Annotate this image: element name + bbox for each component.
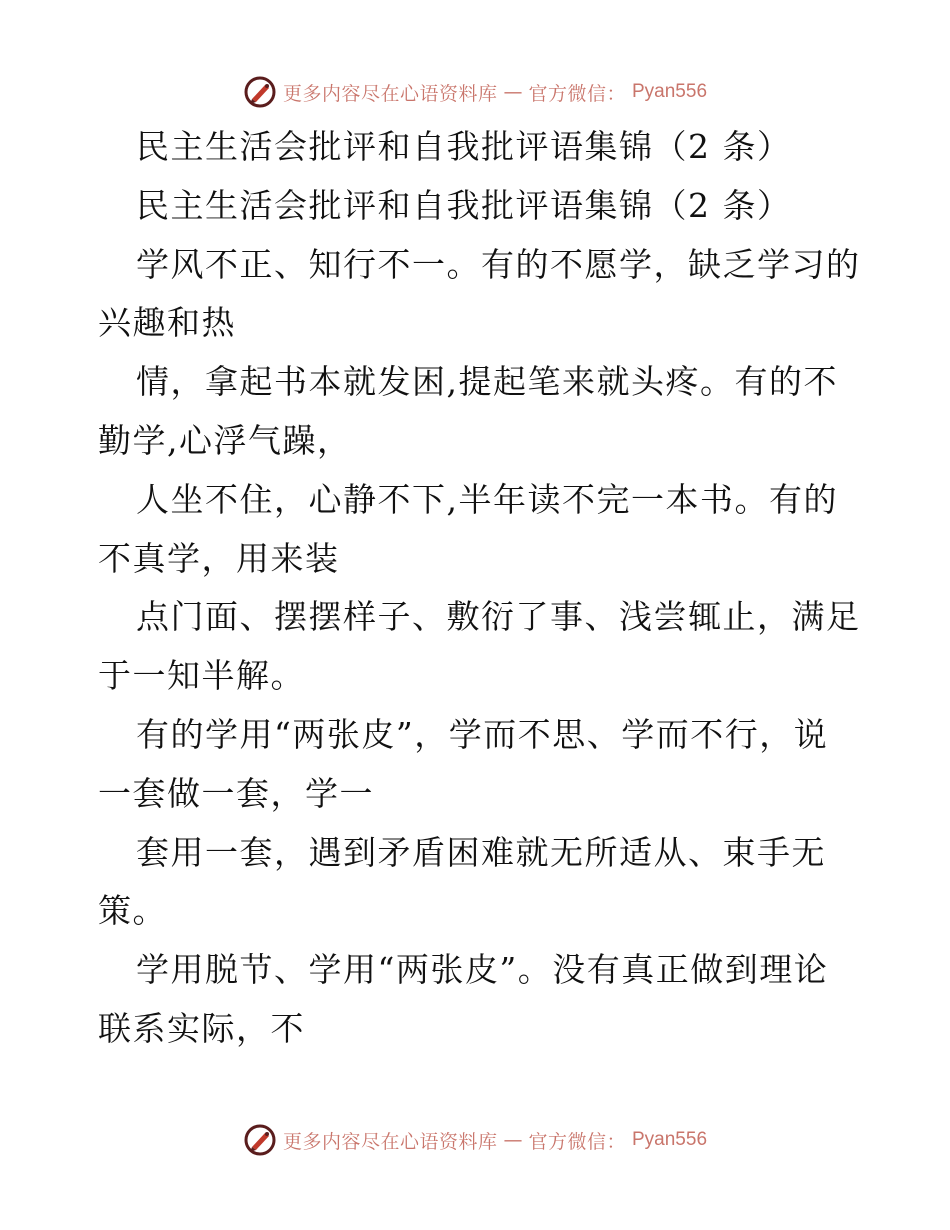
banner-separator: — [503,1129,523,1151]
paragraph-line: 人坐不住，心静不下,半年读不完一本书。有的 [136,479,838,519]
document-title-repeat: 民主生活会批评和自我批评语集锦（2 条） [136,185,792,225]
paragraph-line: 情，拿起书本就发困,提起笔来就头疼。有的不 [136,362,838,402]
pen-logo-icon [243,1123,277,1157]
paragraph-line: 兴趣和热 [98,303,236,343]
banner-wechat-label: 官方微信： [528,1130,626,1153]
paragraph-line: 联系实际，不 [98,1008,305,1048]
paragraph-line: 一套做一套，学一 [98,773,374,813]
paragraph-line: 于一知半解。 [98,656,305,696]
paragraph-line: 勤学,心浮气躁， [98,420,352,460]
banner-title: 更多内容尽在心语资料库 [282,82,498,105]
document-body [98,118,861,1059]
paragraph-line: 策。 [98,891,167,931]
paragraph-line: 有的学用“两张皮”，学而不思、学而不行，说 [136,714,829,754]
paragraph-line: 点门面、摆摆样子、敷衍了事、浅尝辄止，满足 [136,597,861,637]
paragraph-line: 不真学，用来装 [98,538,340,578]
paragraph-line: 学用脱节、学用“两张皮”。没有真正做到理论 [136,950,829,990]
banner-wechat-id: Pyan556 [632,1129,708,1150]
footer-banner [0,1120,950,1160]
pen-logo-icon [243,75,277,109]
banner-wechat-id: Pyan556 [632,81,708,102]
document-title: 民主生活会批评和自我批评语集锦（2 条） [136,127,792,166]
header-banner [0,72,950,112]
paragraph-line: 学风不正、知行不一。有的不愿学，缺乏学习的 [136,244,861,284]
banner-separator: — [503,81,523,103]
banner-title: 更多内容尽在心语资料库 [282,1130,498,1153]
paragraph-line: 套用一套，遇到矛盾困难就无所适从、束手无 [136,832,826,872]
banner-wechat-label: 官方微信： [528,82,626,105]
